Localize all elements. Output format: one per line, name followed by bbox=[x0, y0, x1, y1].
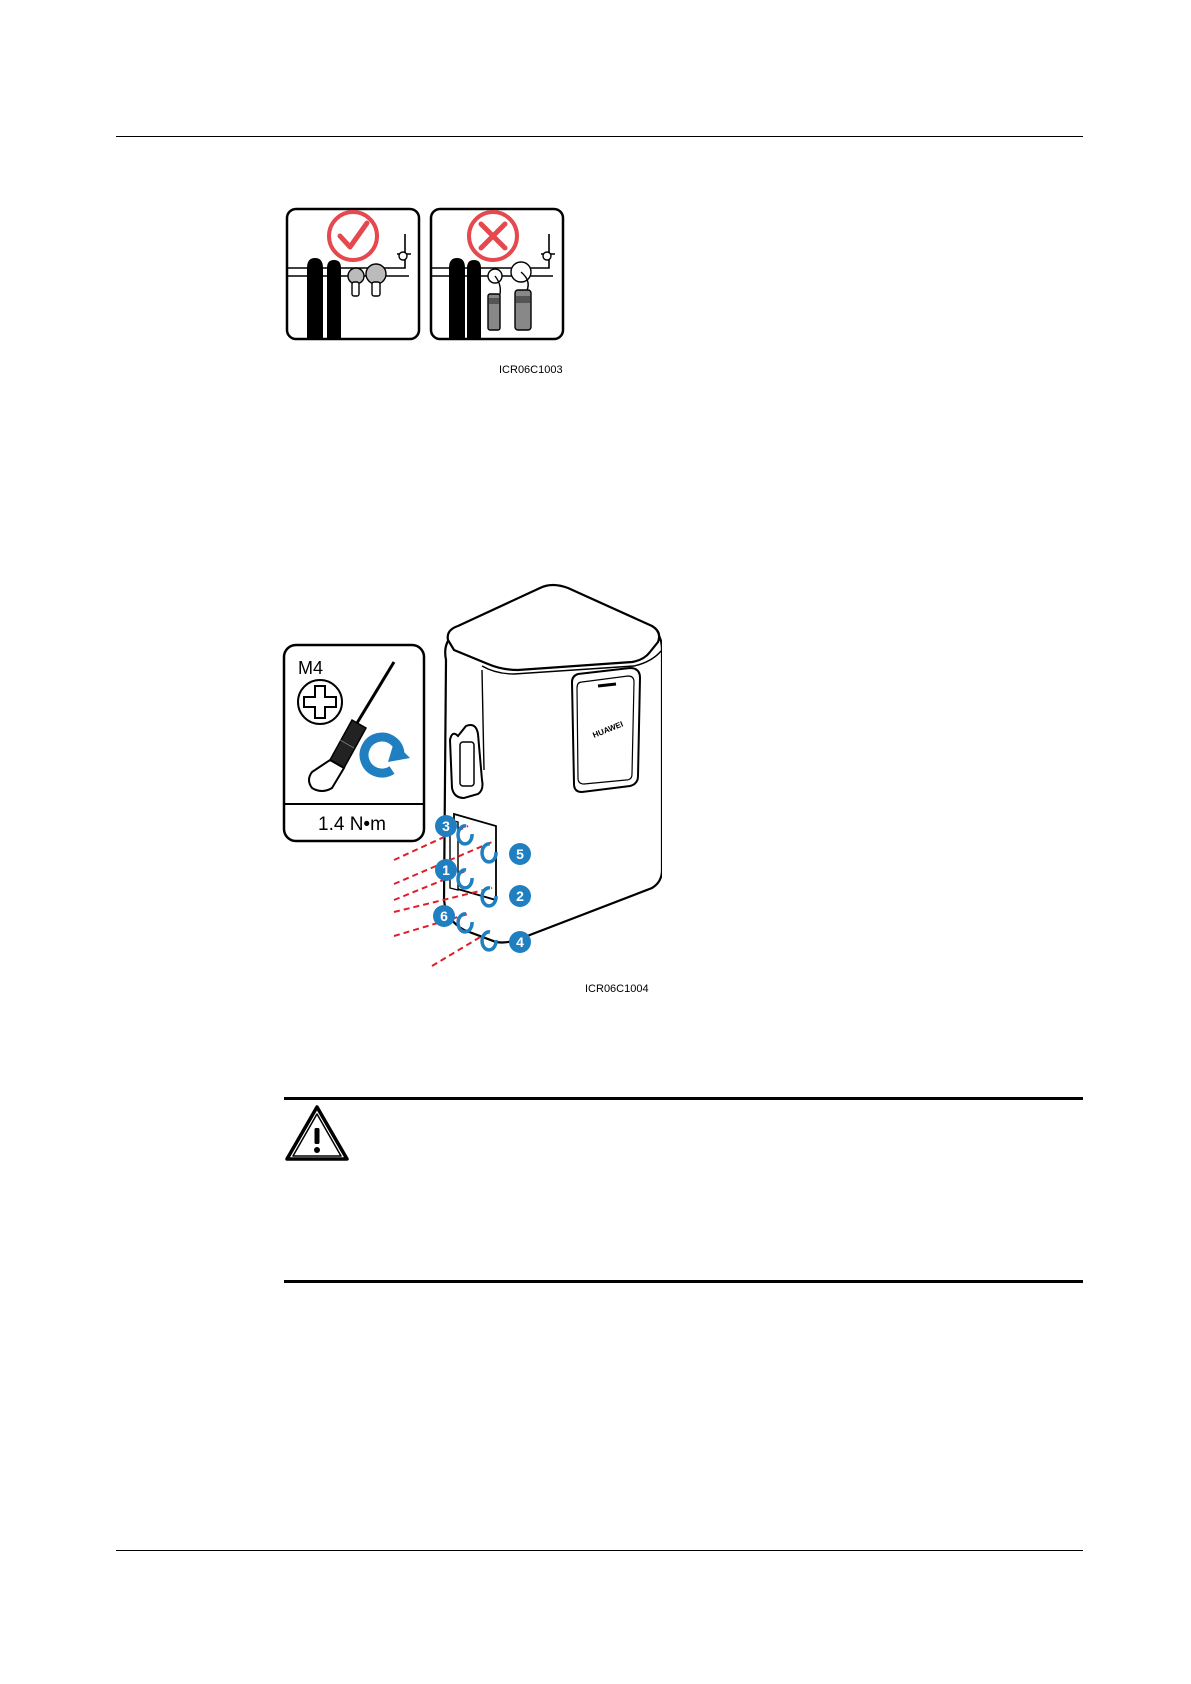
phillips-screw-icon bbox=[298, 680, 342, 724]
figure-cover-installation bbox=[282, 570, 662, 980]
panel-incorrect bbox=[431, 209, 563, 339]
cross-circle-icon bbox=[469, 212, 517, 260]
badge-label: 4 bbox=[516, 934, 524, 950]
brand-text: HUAWEI bbox=[591, 719, 625, 740]
badge-label: 1 bbox=[442, 862, 450, 878]
badge-label: 5 bbox=[516, 846, 524, 862]
panel-correct bbox=[287, 209, 419, 339]
warning-top-rule bbox=[284, 1097, 1083, 1100]
footer-rule bbox=[116, 1550, 1083, 1551]
badge-4 bbox=[509, 931, 531, 953]
warning-bottom-rule bbox=[284, 1280, 1083, 1283]
figure-code: ICR06C1003 bbox=[499, 364, 563, 376]
figure-cable-routing bbox=[285, 206, 565, 344]
badge-label: 6 bbox=[440, 908, 448, 924]
badge-1 bbox=[435, 859, 457, 881]
torque-label: 1.4 N•m bbox=[318, 814, 386, 835]
checkmark-circle-icon bbox=[329, 212, 377, 260]
warning-triangle-icon bbox=[284, 1104, 350, 1162]
badge-6 bbox=[433, 905, 455, 927]
screw-size-label: M4 bbox=[298, 658, 324, 678]
badge-2 bbox=[509, 885, 531, 907]
cabinet bbox=[444, 585, 662, 943]
header-rule bbox=[116, 136, 1083, 137]
tool-inset bbox=[284, 645, 424, 841]
badge-label: 3 bbox=[442, 818, 450, 834]
badge-3 bbox=[435, 815, 457, 837]
badge-5 bbox=[509, 843, 531, 865]
badge-label: 2 bbox=[516, 888, 524, 904]
figure-code: ICR06C1004 bbox=[585, 983, 649, 995]
